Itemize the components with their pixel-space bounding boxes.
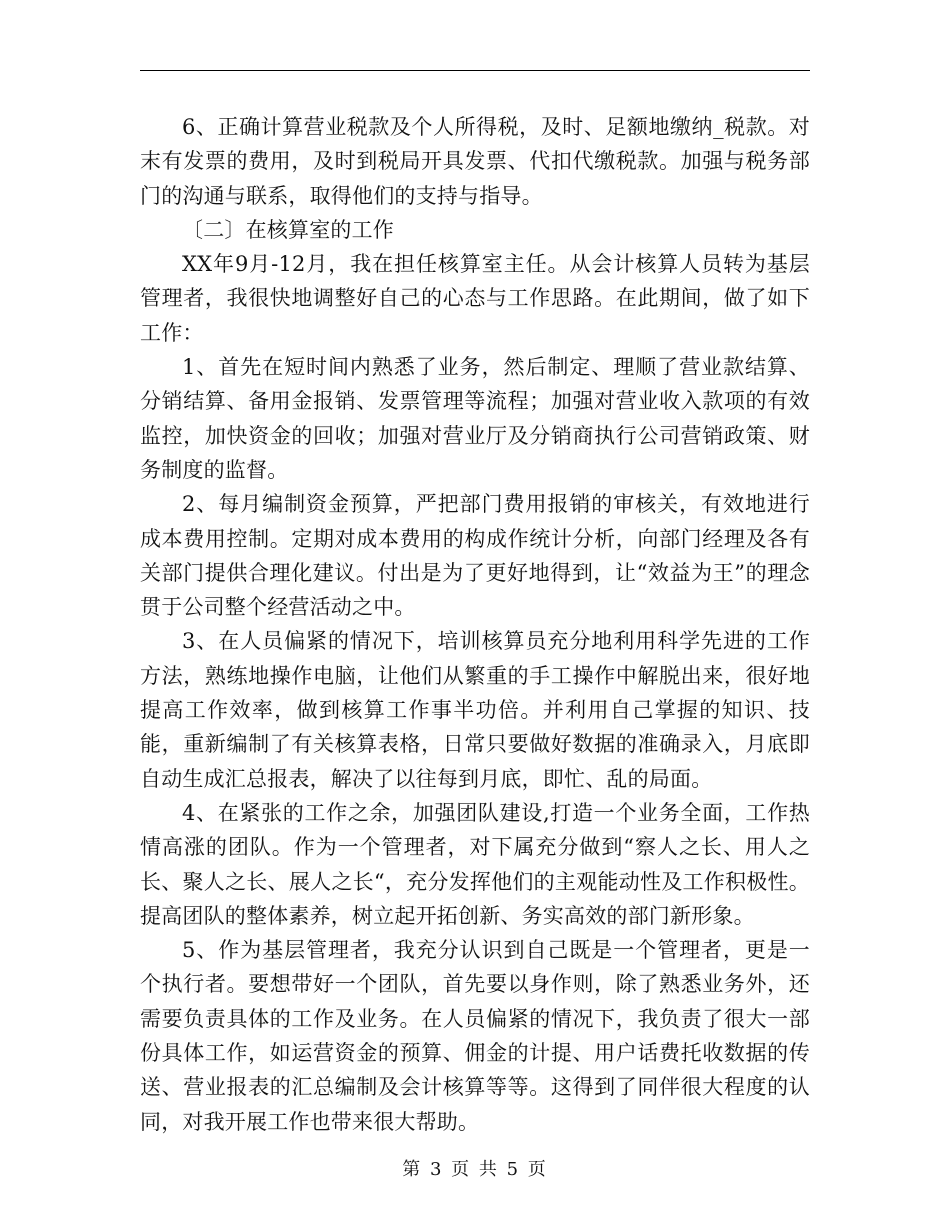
- document-body: [140, 110, 810, 1139]
- paragraph-item-2: 2、每月编制资金预算，严把部门费用报销的审核关，有效地进行成本费用控制。定期对成本费用的构成作统计分析，向部门经理及各有关部门提供合理化建议。付出是为了更好地得到，让“效益为王”的理念贯于公司整个经营活动之中。: [140, 492, 810, 620]
- paragraph-item-1: 1、首先在短时间内熟悉了业务，然后制定、理顺了营业款结算、分销结算、备用金报销、发票管理等流程；加强对营业收入款项的有效监控，加快资金的回收；加强对营业厅及分销商执行公司营销政策、财务制度的监督。: [140, 355, 810, 482]
- paragraph-item-4: 4、在紧张的工作之余，加强团队建设,打造一个业务全面，工作热情高涨的团队。作为一个管理者，对下属充分做到“察人之长、用人之长、聚人之长、展人之长“，充分发挥他们的主观能动性及工作积极性。提高团队的整体素养，树立起开拓创新、务实高效的部门新形象。: [140, 800, 810, 928]
- paragraph-item-5: 5、作为基层管理者，我充分认识到自己既是一个管理者，更是一个执行者。要想带好一个团队，首先要以身作则，除了熟悉业务外，还需要负责具体的工作及业务。在人员偏紧的情况下，我负责了很大一部份具体工作，如运营资金的预算、佣金的计提、用户话费托收数据的传送、营业报表的汇总编制及会计核算等等。这得到了同伴很大程度的认同，对我开展工作也带来很大帮助。: [140, 938, 810, 1134]
- header-rule: [140, 70, 810, 71]
- paragraph-item-6: 6、正确计算营业税款及个人所得税，及时、足额地缴纳_税款。对末有发票的费用，及时到税局开具发票、代扣代缴税款。加强与税务部门的沟通与联系，取得他们的支持与指导。: [140, 115, 810, 208]
- page-number-footer: 第 3 页 共 5 页: [402, 1159, 548, 1180]
- section-heading: 〔二〕在核算室的工作: [182, 217, 394, 242]
- paragraph-intro: XX年9月-12月，我在担任核算室主任。从会计核算人员转为基层管理者，我很快地调整好自己的心态与工作思路。在此期间，做了如下工作：: [140, 252, 810, 345]
- paragraph-item-3: 3、在人员偏紧的情况下，培训核算员充分地利用科学先进的工作方法，熟练地操作电脑，让他们从繁重的手工操作中解脱出来，很好地提高工作效率，做到核算工作事半功倍。并利用自己掌握的知识、技能，重新编制了有关核算表格，日常只要做好数据的准确录入，月底即自动生成汇总报表，解决了以往每到月底，即忙、乱的局面。: [140, 629, 810, 791]
